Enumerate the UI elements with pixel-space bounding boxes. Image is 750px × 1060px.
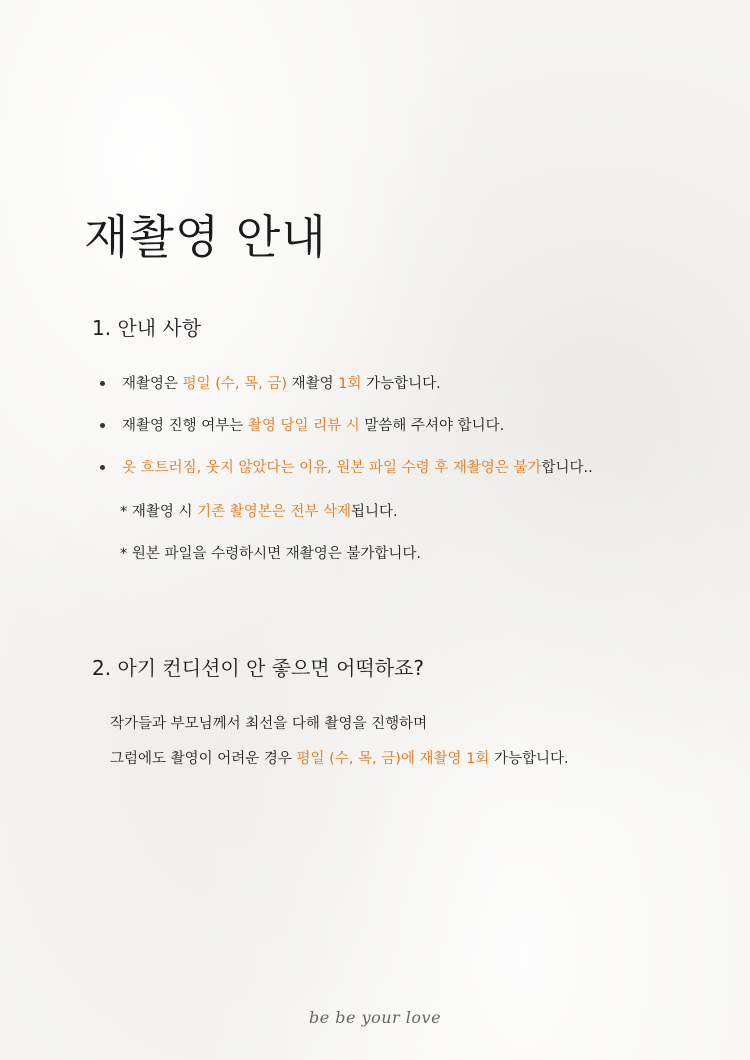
brand-footer: be be your love — [308, 1008, 442, 1027]
bullet-item — [100, 458, 593, 500]
note-no-reshoot-after-receipt — [120, 542, 421, 563]
section-heading-guide: 1. 안내 사항 — [92, 316, 202, 340]
highlighted-text: 옷 흐트러짐, 웃지 않았다는 이유, 원본 파일 수령 후 재촬영은 불가 — [122, 460, 542, 476]
text-segment: 작가들과 부모님께서 최선을 다해 촬영을 진행하며 — [110, 716, 428, 732]
text-segment: 재촬영은 — [122, 376, 183, 392]
bullet-item — [100, 416, 593, 458]
highlighted-text: 촬영 당일 리뷰 시 — [247, 418, 360, 434]
note-delete-original — [120, 500, 398, 521]
paragraph-line — [110, 712, 427, 733]
text-segment: 재촬영 — [287, 376, 339, 392]
paragraph-line — [110, 747, 569, 768]
text-segment: 됩니다. — [351, 504, 398, 520]
guide-bullet-list — [100, 374, 593, 500]
text-segment: 말씀해 주셔야 합니다. — [359, 418, 505, 434]
bullet-item — [100, 374, 593, 416]
text-segment: 그럼에도 촬영이 어려운 경우 — [110, 751, 297, 767]
text-segment: 가능합니다. — [361, 376, 441, 392]
highlighted-text: 평일 (수, 목, 금) — [182, 376, 288, 392]
section-heading-baby-condition: 2. 아기 컨디션이 안 좋으면 어떡하죠? — [92, 656, 424, 680]
highlighted-text: 평일 (수, 목, 금)에 재촬영 1회 — [296, 751, 490, 767]
text-segment: 가능합니다. — [489, 751, 569, 767]
text-segment: 재촬영 진행 여부는 — [122, 418, 248, 434]
highlighted-text: 1회 — [338, 376, 362, 392]
text-segment: * 원본 파일을 수령하시면 재촬영은 불가합니다. — [120, 546, 422, 562]
text-segment: * 재촬영 시 — [120, 504, 198, 520]
page-title: 재촬영 안내 — [84, 209, 327, 264]
text-segment: 합니다.. — [541, 460, 593, 476]
highlighted-text: 기존 촬영본은 전부 삭제 — [197, 504, 352, 520]
